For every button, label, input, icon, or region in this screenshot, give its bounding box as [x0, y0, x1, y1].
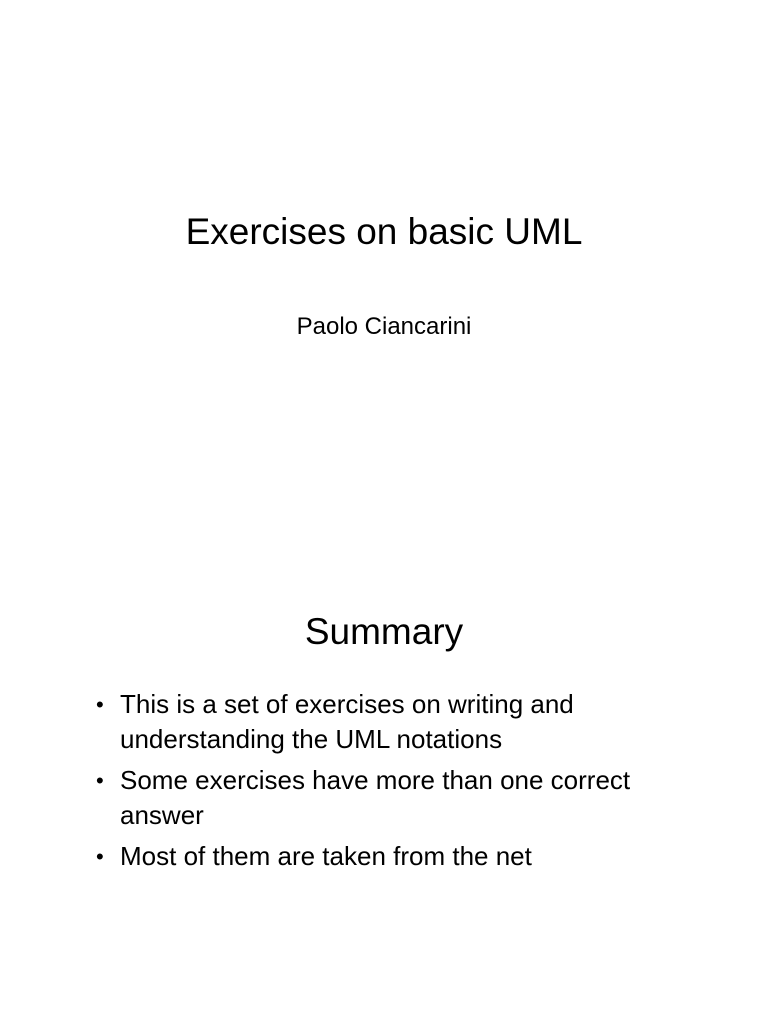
bullet-item: [96, 839, 656, 874]
bullet-text: Some exercises have more than one correct answer: [120, 765, 631, 830]
author-name: Paolo Ciancarini: [296, 313, 472, 340]
summary-bullet-list: [96, 687, 656, 880]
bullet-item: [96, 763, 656, 833]
bullet-item: [96, 687, 656, 757]
bullet-icon: •: [96, 692, 104, 717]
bullet-icon: •: [96, 768, 104, 793]
bullet-icon: •: [96, 844, 104, 869]
summary-title: Summary: [304, 611, 464, 652]
slide-title: Exercises on basic UML: [185, 211, 583, 252]
bullet-text: Most of them are taken from the net: [120, 841, 532, 871]
bullet-text: This is a set of exercises on writing and understanding the UML notations: [120, 689, 574, 754]
summary-slide: [0, 512, 768, 1024]
